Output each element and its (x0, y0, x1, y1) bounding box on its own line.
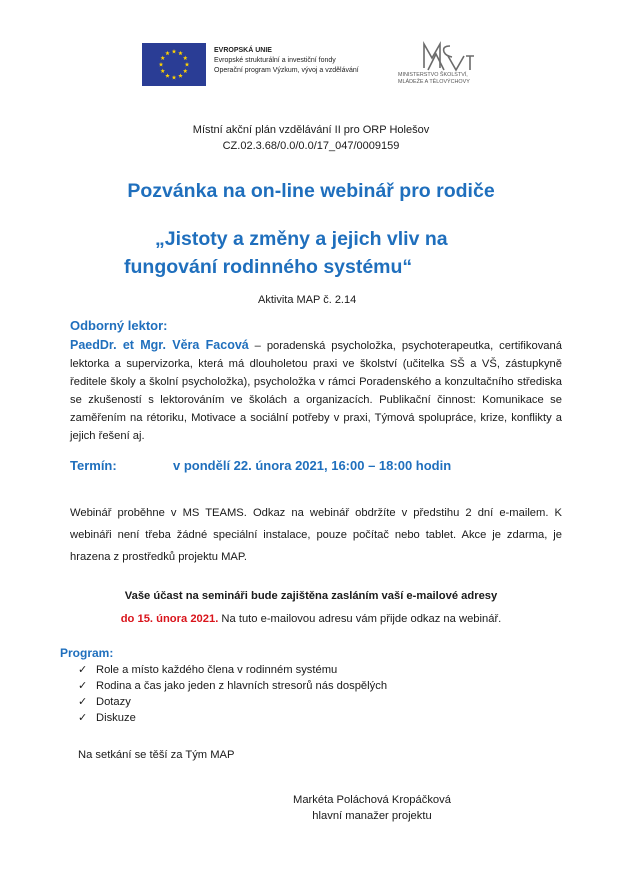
checkmark-icon: ✓ (78, 696, 88, 708)
lecturer-name: PaedDr. et Mgr. Věra Facová (70, 338, 249, 352)
eu-logo-text (214, 46, 359, 76)
program-item-label: Dotazy (96, 696, 131, 708)
eu-logo-line: Operační program Výzkum, vývoj a vzdělávání (214, 67, 359, 74)
checkmark-icon: ✓ (78, 680, 88, 692)
registration-deadline-line (0, 613, 622, 625)
program-item-label: Rodina a čas jako jeden z hlavních stresorů nás dospělých (96, 680, 388, 692)
eu-logo-line: Evropské strukturální a investiční fondy (214, 57, 336, 64)
checkmark-icon: ✓ (78, 712, 88, 724)
list-item (78, 710, 387, 726)
msmt-logo-icon (392, 40, 492, 100)
program-item-label: Role a místo každého člena v rodinném systému (96, 664, 338, 676)
eu-flag-icon (142, 43, 206, 86)
lecturer-description: – poradenská psycholožka, psychoterapeutka, certifikovaná lektorka a supervizorka, která má dlouholetou praxi ve školství (učitelka SŠ a VŠ, zástupkyně ředitele školy a školní psycholožka), psycholožka v rámci Poradenského a konzultačního střediska se zkušeností s lektorováním ve školách a organizacích. Publikační činnost: Komunikace se zaměřením na rétoriku, Motivace a sociální potřeby v praxi, Týmová spolupráce, krize, konflikty a jejich řešení aj. (70, 340, 562, 442)
signature (282, 792, 462, 824)
closing-text: Na setkání se těší za Tým MAP (78, 749, 235, 761)
eu-stars-icon (142, 43, 206, 86)
checkmark-icon: ✓ (78, 664, 88, 676)
project-name: Místní akční plán vzdělávání II pro ORP Holešov (192, 124, 430, 136)
list-item (78, 662, 387, 678)
eu-logo-line: EVROPSKÁ UNIE (214, 47, 272, 54)
activity-number: Aktivita MAP č. 2.14 (258, 294, 357, 306)
program-list (78, 662, 387, 726)
term-value: v pondělí 22. února 2021, 16:00 – 18:00 hodin (173, 458, 452, 473)
lecturer-heading: Odborný lektor: (70, 318, 168, 333)
msmt-caption (398, 72, 470, 86)
webinar-title-line-2: fungování rodinného systému“ (124, 256, 413, 278)
project-registration-number: CZ.02.3.68/0.0/0.0/17_047/0009159 (222, 140, 400, 152)
lecturer-bio (70, 336, 562, 445)
program-item-label: Diskuze (96, 712, 136, 724)
registration-deadline: do 15. února 2021. (120, 613, 219, 625)
program-heading: Program: (60, 646, 114, 660)
list-item (78, 694, 387, 710)
signature-role: hlavní manažer projektu (312, 810, 432, 822)
registration-note: Vaše účast na semináři bude zajištěna zasláním vaší e-mailové adresy (124, 590, 498, 602)
page-title: Pozvánka na on-line webinář pro rodiče (127, 180, 495, 202)
registration-note-rest: Na tuto e-mailovou adresu vám přijde odkaz na webinář. (218, 613, 502, 625)
webinar-info: Webinář proběhne v MS TEAMS. Odkaz na webinář obdržíte v předstihu 2 dní e-mailem. K webináři není třeba žádné speciální instalace, pouze počítač nebo tablet. Akce je zdarma, je hrazena z prostředků projektu MAP. (70, 507, 562, 563)
msmt-caption-line: MINISTERSTVO ŠKOLSTVÍ, (398, 72, 468, 78)
msmt-caption-line: MLÁDEŽE A TĚLOVÝCHOVY (398, 79, 470, 85)
webinar-title-line-1: „Jistoty a změny a jejich vliv na (155, 228, 448, 250)
term-label: Termín: (70, 458, 117, 473)
signature-name: Markéta Poláchová Kropáčková (293, 794, 451, 806)
list-item (78, 678, 387, 694)
